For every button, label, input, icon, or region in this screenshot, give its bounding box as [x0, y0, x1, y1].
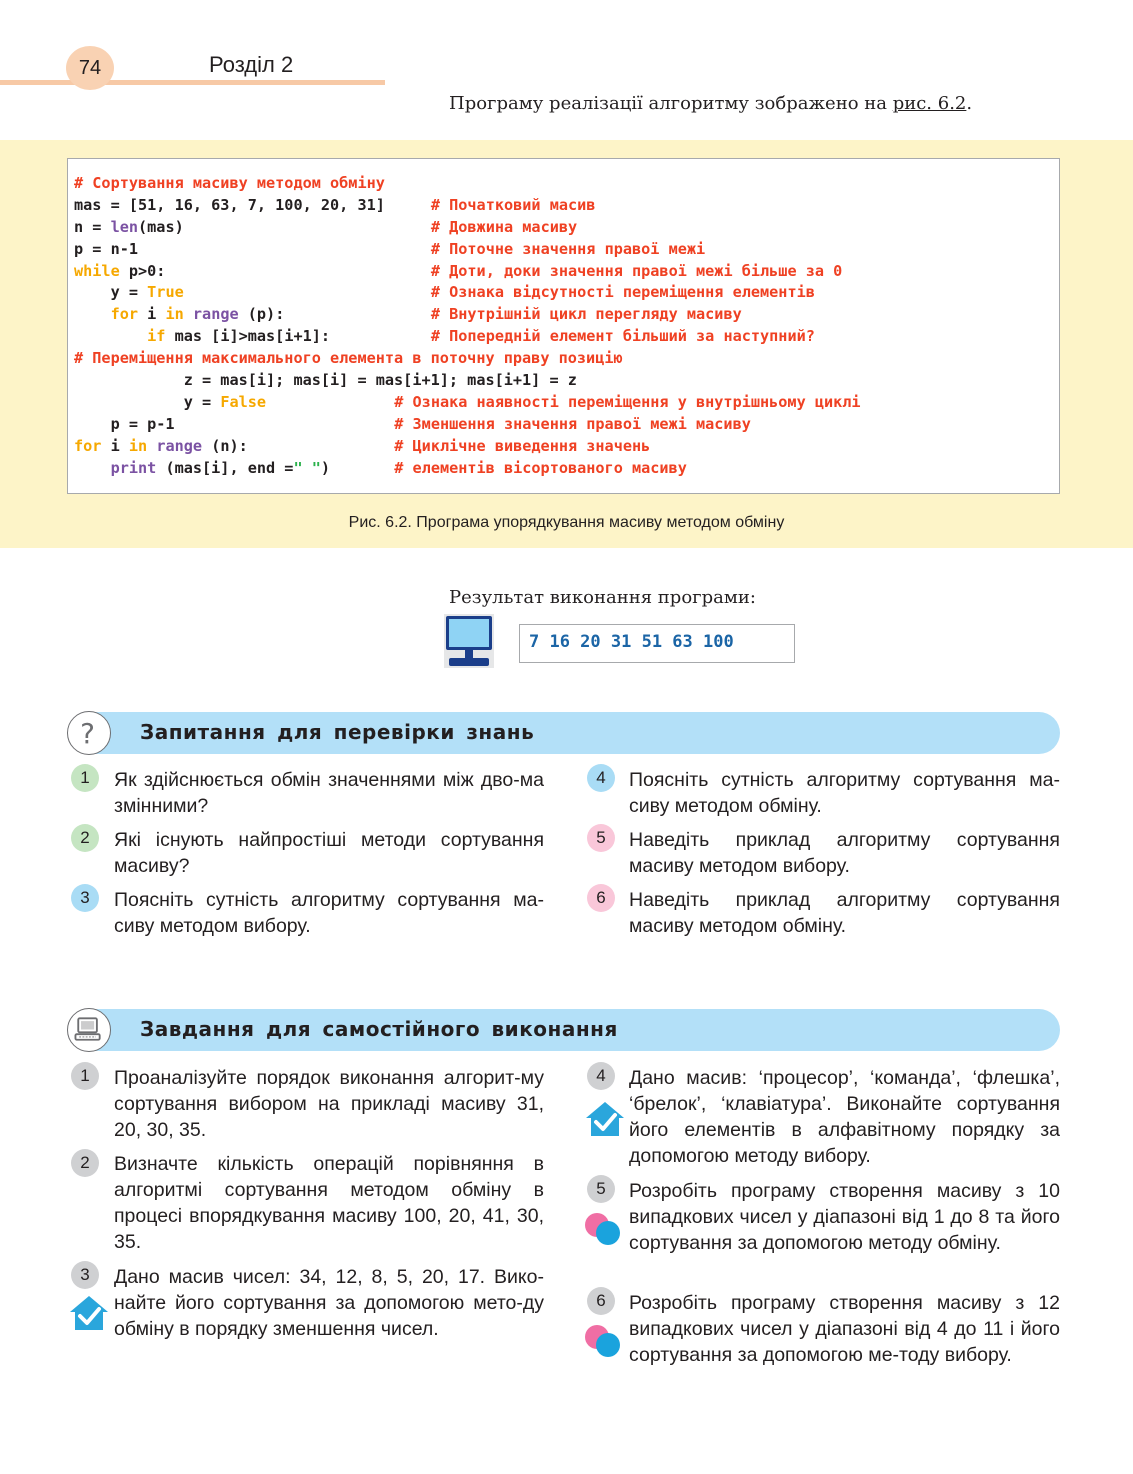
code-comment: # Ознака наявності переміщення у внутрішньому циклі — [394, 392, 861, 411]
task-4: Дано масив: ‘процесор’, ‘команда’, ‘флешка’, ‘брелок’, ‘клавіатура’. Виконайте сортування його елементів в алфавітному порядку за допомогою методу вибору. — [629, 1067, 1060, 1167]
task-number-5: 5 — [587, 1175, 615, 1203]
code-comment: # Поточне значення правої межі — [430, 239, 706, 258]
task-number-4: 4 — [587, 1062, 615, 1090]
intro-lead: Програму реалізації алгоритму зображено на — [449, 93, 893, 114]
task-6: Розробіть програму створення масиву з 12 випадкових чисел у діапазоні від 4 до 11 і його сортування за допомогою ме-тоду вибору. — [629, 1292, 1060, 1366]
header-rule — [0, 80, 385, 85]
code-text — [74, 174, 385, 192]
figure-caption: Рис. 6.2. Програма упорядкування масиву методом обміну — [348, 514, 785, 531]
code-comment: # Попередній елемент більший за наступний? — [430, 327, 815, 346]
task-2: Визначте кількість операцій порівняння в алгоритмі сортування методом обміну в процесі впорядкування масиву 100, 20, 41, 30, 35. — [114, 1153, 544, 1253]
code-token: i — [138, 305, 166, 324]
figure-link[interactable]: рис. 6.2 — [892, 93, 967, 114]
code-text — [74, 415, 175, 433]
question-number-3: 3 — [71, 884, 99, 912]
result-label: Результат виконання програми: — [449, 587, 756, 608]
code-token: mas = [51, 16, 63, 7, 100, 20, 31] — [74, 195, 385, 214]
intro-end: . — [966, 93, 973, 114]
code-token — [147, 437, 156, 455]
code-token: for — [74, 436, 102, 455]
code-token: (p): — [238, 305, 285, 324]
code-token: while — [74, 261, 120, 280]
house-check-icon — [584, 1100, 626, 1138]
code-line — [74, 348, 623, 370]
question-2: Які існують найпростіші методи сортування масиву? — [114, 829, 544, 877]
code-comment: # Довжина масиву — [430, 217, 578, 236]
code-text — [74, 196, 385, 214]
questions-title: Запитання для перевірки знань — [140, 720, 535, 744]
code-token: print — [110, 458, 157, 477]
code-line — [74, 282, 815, 304]
task-5: Розробіть програму створення масиву з 10 випадкових чисел у діапазоні від 1 до 8 та його сортування за допомогою методу обміну. — [629, 1180, 1060, 1254]
code-token — [74, 305, 111, 323]
question-number-5: 5 — [587, 824, 615, 852]
code-text — [74, 240, 138, 258]
code-text — [74, 305, 284, 323]
tasks-title: Завдання для самостійного виконання — [140, 1017, 618, 1041]
code-comment: # Зменшення значення правої межі масиву — [394, 414, 751, 433]
code-token: " " — [293, 458, 321, 477]
code-token: for — [110, 305, 139, 324]
code-token: in — [128, 436, 148, 455]
code-line — [74, 370, 623, 392]
code-token: len — [110, 217, 139, 236]
code-token: y = — [74, 283, 148, 302]
overlapping-circles-icon — [583, 1211, 623, 1247]
code-token: (mas[i], end = — [156, 458, 294, 477]
monitor-icon — [443, 613, 495, 669]
code-token: p>0: — [119, 261, 166, 280]
code-token: range — [156, 436, 203, 455]
code-lines — [74, 173, 861, 479]
code-token: i — [101, 436, 129, 455]
code-text — [74, 262, 165, 280]
code-text — [74, 327, 330, 345]
task-1: Проаналізуйте порядок виконання алгорит-му сортування вибором на прикладі масиву 31, 20, 30, 35. — [114, 1067, 544, 1141]
code-token: p = n-1 — [74, 239, 139, 258]
code-line — [74, 217, 623, 239]
code-line — [74, 458, 687, 480]
code-comment: # Початковий масив — [430, 195, 596, 214]
code-token: in — [165, 305, 184, 324]
section-title: Розділ 2 — [209, 52, 294, 77]
code-line — [74, 173, 623, 195]
question-6: Наведіть приклад алгоритму сортування масиву методом обміну. — [629, 889, 1060, 937]
question-1: Як здійснюється обмін значеннями між дво-ма змінними? — [114, 769, 544, 817]
code-token — [74, 327, 147, 345]
question-number-1: 1 — [71, 764, 99, 792]
task-number-6: 6 — [587, 1287, 615, 1315]
code-token: p = p-1 — [74, 414, 175, 433]
code-comment: # Ознака відсутності переміщення елементів — [430, 283, 815, 302]
code-text — [74, 218, 184, 236]
code-token: (mas) — [138, 217, 184, 236]
computer-icon — [67, 1008, 111, 1052]
question-4: Поясніть сутність алгоритму сортування ма-сиву методом обміну. — [629, 769, 1060, 817]
house-check-icon — [68, 1294, 110, 1332]
question-number-2: 2 — [71, 824, 99, 852]
code-token: ) — [320, 458, 331, 477]
code-text — [74, 459, 330, 477]
question-mark-icon — [67, 711, 111, 755]
code-token: n = — [74, 217, 111, 236]
page-number: 74 — [66, 46, 114, 90]
code-token: (n): — [202, 436, 248, 455]
code-token: False — [220, 392, 267, 411]
program-output: 7 16 20 31 51 63 100 — [519, 624, 795, 663]
question-5: Наведіть приклад алгоритму сортування масиву методом вибору. — [629, 829, 1060, 877]
code-comment: # елементів вісортованого масиву — [394, 458, 687, 477]
code-text — [74, 283, 184, 301]
task-number-1: 1 — [71, 1062, 99, 1090]
code-line — [74, 392, 861, 414]
code-token — [184, 305, 193, 323]
task-3: Дано масив чисел: 34, 12, 8, 5, 20, 17. Вико-найте його сортування за допомогою мето-ду обміну в порядку зменшення чисел. — [114, 1266, 544, 1340]
code-token: True — [147, 283, 184, 302]
question-3: Поясніть сутність алгоритму сортування ма-сиву методом вибору. — [114, 889, 544, 937]
code-token: range — [192, 305, 239, 324]
code-line — [74, 436, 651, 458]
code-token: z = mas[i]; mas[i] = mas[i+1]; mas[i+1] = z — [74, 371, 577, 390]
task-number-3: 3 — [71, 1261, 99, 1289]
code-line — [74, 326, 815, 348]
code-line — [74, 195, 623, 217]
code-line — [74, 239, 706, 261]
code-token: y = — [74, 392, 221, 411]
code-text — [74, 371, 577, 389]
code-token — [74, 459, 111, 477]
code-token: # Переміщення максимального елемента в поточну праву позицію — [74, 349, 623, 368]
code-comment: # Доти, доки значення правої межі більше за 0 — [430, 261, 843, 280]
question-number-6: 6 — [587, 884, 615, 912]
code-comment: # Внутрішній цикл перегляду масиву — [430, 305, 742, 324]
question-number-4: 4 — [587, 764, 615, 792]
code-token: mas [i]>mas[i+1]: — [165, 327, 331, 346]
code-line — [74, 414, 751, 436]
code-token: # Сортування масиву методом обміну — [74, 174, 385, 192]
code-listing — [67, 158, 1060, 494]
code-text — [74, 349, 623, 367]
svg-text:?: ? — [80, 716, 95, 750]
code-text — [74, 437, 248, 455]
code-token: if — [147, 327, 166, 346]
intro-text — [449, 93, 972, 114]
code-line — [74, 304, 742, 326]
code-text — [74, 393, 266, 411]
overlapping-circles-icon — [583, 1323, 623, 1359]
code-line — [74, 261, 843, 283]
task-number-2: 2 — [71, 1149, 99, 1177]
code-comment: # Циклічне виведення значень — [394, 436, 651, 455]
